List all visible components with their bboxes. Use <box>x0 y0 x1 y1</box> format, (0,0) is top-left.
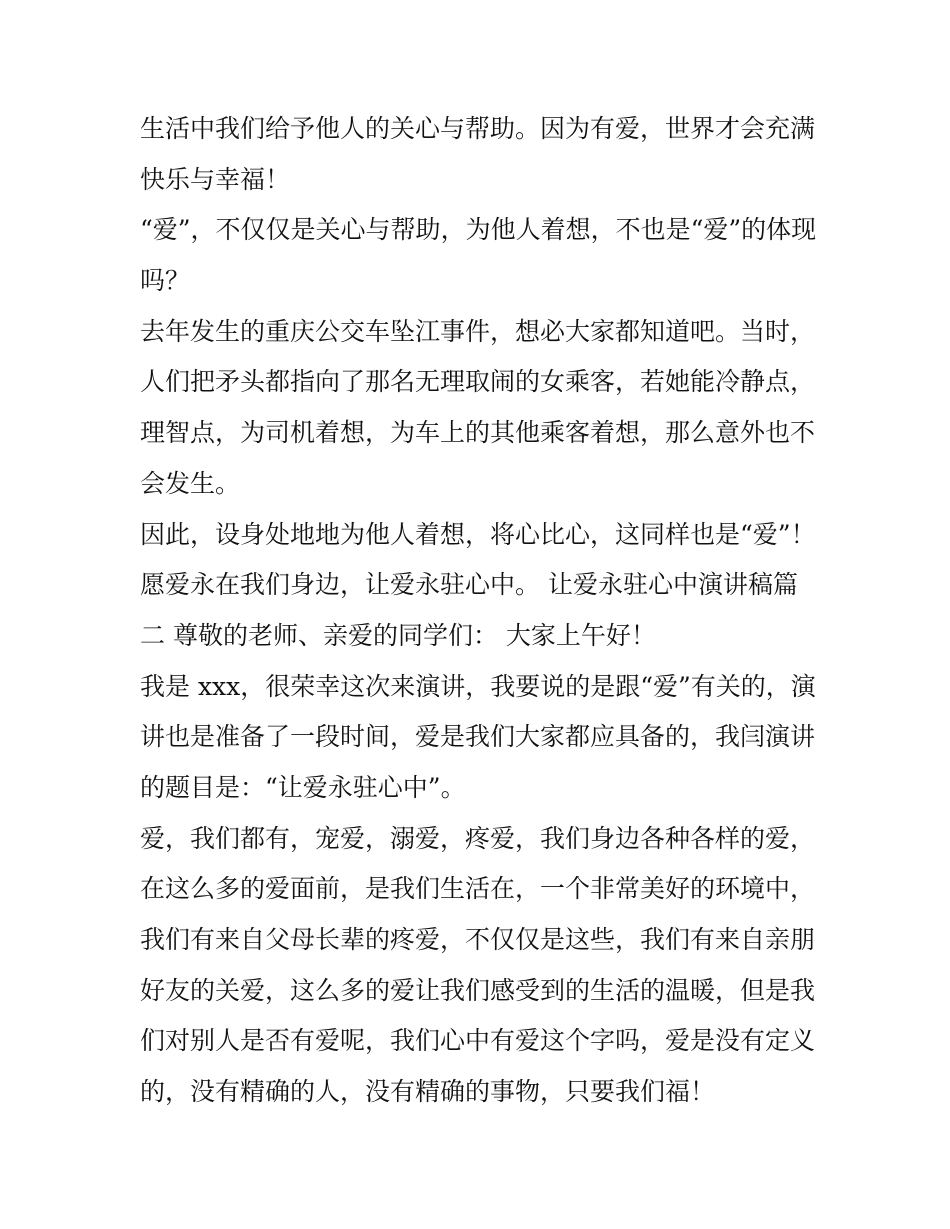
text-line: 因此，设身处地地为他人着想，将心比心，这同样也是“爱”！ <box>140 519 816 549</box>
text-line: 会发生。 <box>140 468 241 498</box>
text-line: 去年发生的重庆公交车坠江事件，想必大家都知道吧。当时， <box>140 316 816 346</box>
text-line: 人们把矛头都指向了那名无理取闹的女乘客，若她能冷静点， <box>140 367 816 397</box>
text-line: 二 尊敬的老师、亲爱的同学们： 大家上午好！ <box>140 620 656 650</box>
body-text <box>140 104 820 1118</box>
text-line: 愿爱永在我们身边，让爱永驻心中。 让爱永驻心中演讲稿篇 <box>140 570 798 600</box>
text-line: 生活中我们给予他人的关心与帮助。因为有爱，世界才会充满 <box>140 114 816 143</box>
text-line: 们对别人是否有爱呢，我们心中有爱这个字吗，爱是没有定义 <box>140 1026 816 1056</box>
text-line: 理智点，为司机着想，为车上的其他乘客着想，那么意外也不 <box>140 418 816 448</box>
text-line: 的题目是：“让爱永驻心中”。 <box>140 772 466 802</box>
text-line: 快乐与幸福！ <box>140 164 291 194</box>
text-line: 的，没有精确的人，没有精确的事物，只要我们福！ <box>140 1077 716 1107</box>
text-line: 吗？ <box>140 266 191 296</box>
text-line: 好友的关爱，这么多的爱让我们感受到的生活的温暖，但是我 <box>140 975 816 1005</box>
text-line: 爱，我们都有，宠爱，溺爱，疼爱，我们身边各种各样的爱， <box>140 823 816 853</box>
text-line: 我们有来自父母长辈的疼爱，不仅仅是这些，我们有来自亲朋 <box>140 925 816 954</box>
text-line: 讲也是准备了一段时间，爱是我们大家都应具备的，我闫演讲 <box>140 722 816 752</box>
text-line: 我是 xxx，很荣幸这次来演讲，我要说的是跟“爱”有关的，演 <box>140 671 816 701</box>
text-line: “爱”，不仅仅是关心与帮助，为他人着想，不也是“爱”的体现 <box>140 215 817 245</box>
text-line: 在这么多的爱面前，是我们生活在，一个非常美好的环境中， <box>140 874 816 904</box>
